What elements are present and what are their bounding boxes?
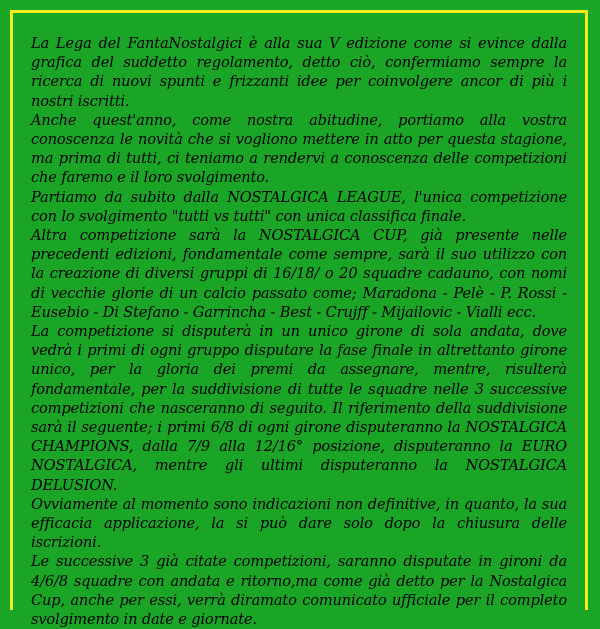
paragraph-disclaimer: Ovviamente al momento sono indicazioni non definitive, in quanto, la sua efficacia applicazione, la si può dare solo dopo la chiusura delle iscrizioni. [31,495,567,552]
paragraph-news: Anche quest'anno, come nostra abitudine, portiamo alla vostra conoscenza le novità che si vogliono mettere in atto per questa stagione, ma prima di tutti, ci teniamo a rendervi a conoscenza delle competizioni che faremo e il loro svolgimento. [31,111,567,187]
paragraph-other-competitions: Le successive 3 già citate competizioni, saranno disputate in gironi da 4/6/8 squadre con andata e ritorno,ma come già detto per la Nostalgica Cup, anche per essi, verrà diramato comunicato ufficiale per il completo svolgimento in date e giornate. [31,553,567,629]
paragraph-league: Partiamo da subito dalla NOSTALGICA LEAGUE, l'unica competizione con lo svolgimento "tutti vs tutti" con unica classifica finale. [31,188,567,225]
paragraph-intro: La Lega del FantaNostalgici è alla sua V edizione come si evince dalla grafica del suddetto regolamento, detto ciò, confermiamo sempre la ricerca di nuovi spunti e frizzanti idee per coinvolgere ancor di più i nostri iscritti. [31,35,567,110]
paragraph-format: La competizione si disputerà in un unico girone di sola andata, dove vedrà i primi di ogni gruppo disputare la fase finale in altrettanto girone unico, per la gloria dei premi da assegnare, mentre, risulterà fondamentale, per la suddivisione di tutte le squadre nelle 3 successive competizioni che nasceranno di seguito. Il riferimento della suddivisione sarà il seguente; i primi 6/8 di ogni girone disputeranno la NOSTALGICA CHAMPIONS, dalla 7/9 alla 12/16° posizione, disputeranno la EURO NOSTALGICA, mentre gli ultimi disputeranno la NOSTALGICA DELUSION. [31,323,567,494]
regulation-text [31,34,567,629]
paragraph-cup: Altra competizione sarà la NOSTALGICA CUP, già presente nelle precedenti edizioni, fondamentale come sempre, sarà il suo utilizzo con la creazione di diversi gruppi di 16/18/ o 20 squadre cadauno, con nomi di vecchie glorie di un calcio passato come; Maradona - Pelè - P. Rossi - Eusebio - Di Stefano - Garrincha - Best - Crujff - Mijailovic - Vialli ecc. [31,227,567,321]
